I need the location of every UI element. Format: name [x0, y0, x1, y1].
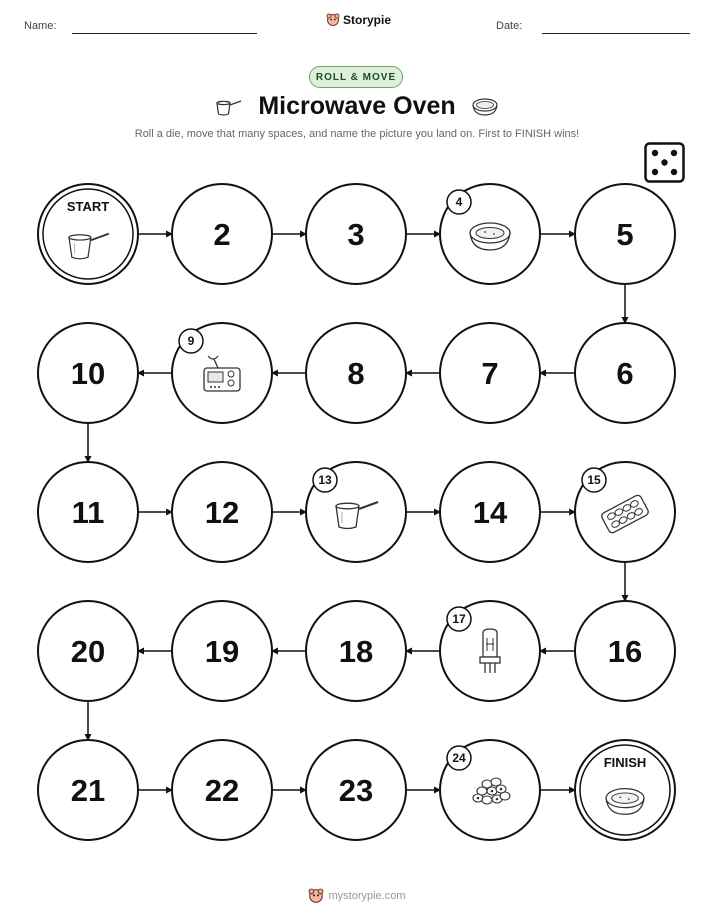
space-number: 13	[318, 473, 332, 487]
name-label: Name:	[24, 20, 57, 32]
board-space-13[interactable]	[306, 462, 406, 562]
board-space-15[interactable]	[575, 462, 675, 562]
space-number: 17	[452, 612, 466, 626]
space-number: 24	[452, 751, 466, 765]
board-space-21[interactable]	[38, 740, 138, 840]
board-space-17[interactable]	[440, 601, 540, 701]
space-number: 2	[213, 217, 231, 252]
space-number: 14	[472, 495, 508, 530]
board-space-5[interactable]	[575, 184, 675, 284]
finish-label: FINISH	[603, 755, 647, 770]
storypie-mascot-icon	[308, 888, 324, 904]
board-space-16[interactable]	[575, 601, 675, 701]
board-space-22[interactable]	[172, 740, 272, 840]
board-space-12[interactable]	[172, 462, 272, 562]
board-space-3[interactable]	[306, 184, 406, 284]
space-number: 9	[187, 334, 195, 348]
space-number: 20	[70, 634, 106, 669]
space-number: 11	[71, 495, 105, 530]
space-number: 5	[616, 217, 634, 252]
board-space-1[interactable]	[38, 184, 138, 284]
board-space-25[interactable]	[575, 740, 675, 840]
space-number: 19	[204, 634, 240, 669]
board-space-20[interactable]	[38, 601, 138, 701]
page-title: Microwave Oven	[258, 92, 456, 120]
board-space-7[interactable]	[440, 323, 540, 423]
space-number: 10	[70, 356, 106, 391]
board-space-19[interactable]	[172, 601, 272, 701]
board-space-18[interactable]	[306, 601, 406, 701]
space-number: 21	[70, 773, 106, 808]
footer-url[interactable]: mystorypie.com	[328, 890, 406, 902]
space-number: 15	[587, 473, 601, 487]
board-space-14[interactable]	[440, 462, 540, 562]
space-number: 4	[455, 195, 463, 209]
board-space-2[interactable]	[172, 184, 272, 284]
board-space-10[interactable]	[38, 323, 138, 423]
board-space-23[interactable]	[306, 740, 406, 840]
space-number: 8	[347, 356, 365, 391]
board-space-24[interactable]	[440, 740, 540, 840]
brand-name: Storypie	[343, 13, 392, 27]
start-label: START	[66, 199, 110, 214]
roll-and-move-badge: ROLL & MOVE	[309, 66, 403, 88]
space-number: 6	[616, 356, 634, 391]
instructions: Roll a die, move that many spaces, and name the picture you land on. First to FINISH wins!	[134, 128, 580, 140]
space-number: 18	[338, 634, 374, 669]
footer	[0, 888, 714, 904]
board-spaces	[38, 184, 675, 840]
space-number: 3	[347, 217, 365, 252]
board-space-8[interactable]	[306, 323, 406, 423]
board-space-9[interactable]	[172, 323, 272, 423]
space-number: 22	[204, 773, 240, 808]
date-label: Date:	[496, 20, 523, 32]
board-space-6[interactable]	[575, 323, 675, 423]
space-number: 16	[607, 634, 643, 669]
board-space-11[interactable]	[38, 462, 138, 562]
space-number: 23	[338, 773, 374, 808]
space-number: 12	[204, 495, 240, 530]
space-number: 7	[481, 356, 499, 391]
board-space-4[interactable]	[440, 184, 540, 284]
